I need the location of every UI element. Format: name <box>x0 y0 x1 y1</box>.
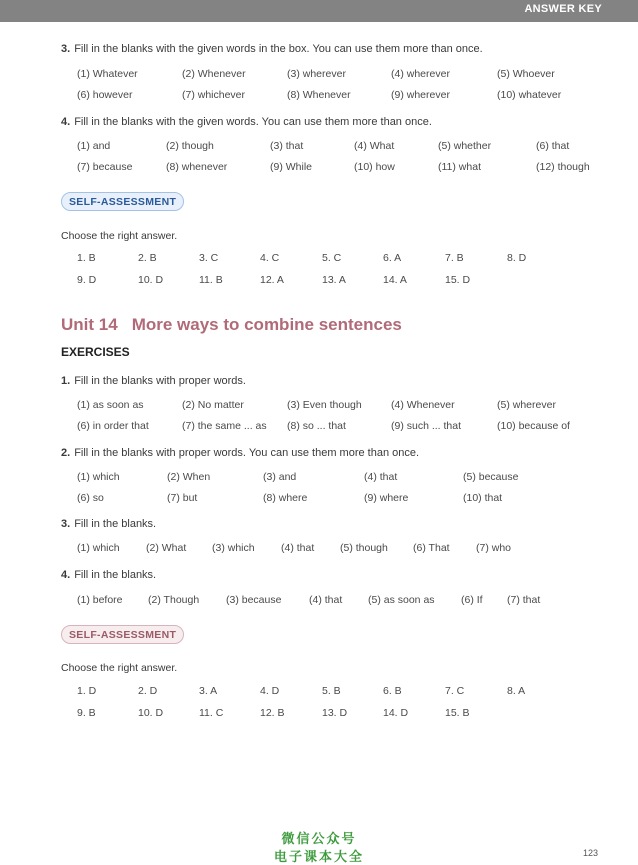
answer-item: (2) Though <box>148 594 200 606</box>
answer-item: (12) though <box>536 161 590 173</box>
answer-item: (8) whenever <box>166 161 228 173</box>
instruction-text: Choose the right answer. <box>61 230 178 242</box>
question-3 <box>61 518 156 530</box>
answer-item: 11. B <box>199 274 223 286</box>
answer-item: (1) before <box>77 594 123 606</box>
answer-item: (8) Whenever <box>287 89 351 101</box>
answer-item: (6) in order that <box>77 420 149 432</box>
answer-item: 15. B <box>445 707 470 719</box>
answer-item: 1. D <box>77 685 97 697</box>
answer-item: 9. D <box>77 274 97 286</box>
answer-item: 10. D <box>138 707 164 719</box>
answer-item: (9) While <box>270 161 313 173</box>
answer-item: (3) Even though <box>287 399 362 411</box>
answer-item: (4) Whenever <box>391 399 455 411</box>
question-text: Fill in the blanks. <box>74 518 157 530</box>
answer-item: 4. C <box>260 252 280 264</box>
answer-item: (4) wherever <box>391 68 450 80</box>
answer-item: (10) how <box>354 161 395 173</box>
header-bar <box>0 0 638 22</box>
answer-item: (7) because <box>77 161 133 173</box>
answer-item: (2) Whenever <box>182 68 246 80</box>
answer-item: 7. B <box>445 252 464 264</box>
question-number: 4. <box>61 116 71 128</box>
answer-item: (7) the same ... as <box>182 420 267 432</box>
self-assessment-badge: SELF-ASSESSMENT <box>61 192 184 211</box>
answer-item: (1) which <box>77 471 120 483</box>
answer-item: 14. A <box>383 274 407 286</box>
answer-item: 13. D <box>322 707 348 719</box>
answer-item: (8) where <box>263 492 308 504</box>
answer-item: (6) That <box>413 542 450 554</box>
answer-item: 8. A <box>507 685 526 697</box>
answer-item: 2. B <box>138 252 157 264</box>
answer-item: (9) where <box>364 492 409 504</box>
answer-item: (7) who <box>476 542 512 554</box>
exercises-heading: EXERCISES <box>61 345 130 359</box>
instruction-text: Choose the right answer. <box>61 662 178 674</box>
question-3 <box>61 43 483 55</box>
unit-heading <box>61 315 402 335</box>
answer-item: (1) which <box>77 542 120 554</box>
answer-item: 10. D <box>138 274 164 286</box>
answer-item: (3) and <box>263 471 297 483</box>
answer-item: 12. A <box>260 274 284 286</box>
answer-item: (7) that <box>507 594 541 606</box>
answer-item: (4) that <box>281 542 315 554</box>
answer-item: (1) and <box>77 140 111 152</box>
answer-item: (5) Whoever <box>497 68 555 80</box>
answer-item: 13. A <box>322 274 346 286</box>
question-text: Fill in the blanks with the given words. You can use them more than once. <box>74 116 432 128</box>
watermark-line1: 微信公众号 <box>281 832 357 847</box>
answer-item: (9) such ... that <box>391 420 462 432</box>
question-4 <box>61 116 432 128</box>
answer-item: (3) wherever <box>287 68 346 80</box>
answer-item: (6) however <box>77 89 133 101</box>
answer-item: (8) so ... that <box>287 420 346 432</box>
answer-item: (1) as soon as <box>77 399 144 411</box>
answer-item: 3. A <box>199 685 218 697</box>
unit-number: Unit 14 <box>61 315 118 334</box>
answer-item: 1. B <box>77 252 96 264</box>
question-number: 3. <box>61 518 71 530</box>
answer-item: 14. D <box>383 707 409 719</box>
page-number: 123 <box>583 848 599 858</box>
header-title: ANSWER KEY <box>524 3 602 15</box>
answer-item: (6) If <box>461 594 483 606</box>
question-text: Fill in the blanks with proper words. You can use them more than once. <box>74 447 420 459</box>
answer-item: 12. B <box>260 707 285 719</box>
question-4 <box>61 569 156 581</box>
answer-item: (2) What <box>146 542 187 554</box>
answer-item: (3) which <box>212 542 255 554</box>
answer-item: (10) whatever <box>497 89 562 101</box>
answer-item: (5) though <box>340 542 388 554</box>
question-2 <box>61 447 419 459</box>
answer-item: 6. B <box>383 685 402 697</box>
question-number: 1. <box>61 375 71 387</box>
answer-item: 6. A <box>383 252 402 264</box>
unit-title: More ways to combine sentences <box>131 315 402 334</box>
question-number: 4. <box>61 569 71 581</box>
answer-item: (2) No matter <box>182 399 244 411</box>
answer-item: (7) but <box>167 492 198 504</box>
watermark-line2: 电子课本大全 <box>273 850 364 865</box>
answer-item: 9. B <box>77 707 96 719</box>
answer-item: 11. C <box>199 707 224 719</box>
question-number: 2. <box>61 447 71 459</box>
question-text: Fill in the blanks with the given words in the box. You can use them more than once. <box>74 43 483 55</box>
answer-item: 15. D <box>445 274 471 286</box>
self-assessment-badge: SELF-ASSESSMENT <box>61 625 184 644</box>
answer-item: 2. D <box>138 685 158 697</box>
answer-item: (5) whether <box>438 140 492 152</box>
answer-item: (7) whichever <box>182 89 246 101</box>
answer-item: 8. D <box>507 252 527 264</box>
answer-item: 5. C <box>322 252 342 264</box>
answer-item: (6) so <box>77 492 104 504</box>
answer-item: (2) When <box>167 471 211 483</box>
answer-item: (4) that <box>309 594 343 606</box>
answer-item: (2) though <box>166 140 214 152</box>
question-1 <box>61 375 246 387</box>
answer-item: (5) because <box>463 471 519 483</box>
answer-item: (1) Whatever <box>77 68 138 80</box>
answer-item: (9) wherever <box>391 89 450 101</box>
answer-item: (10) because of <box>497 420 570 432</box>
answer-item: 7. C <box>445 685 465 697</box>
answer-item: (4) that <box>364 471 398 483</box>
answer-item: (4) What <box>354 140 395 152</box>
answer-item: 5. B <box>322 685 341 697</box>
answer-item: 3. C <box>199 252 219 264</box>
answer-item: (5) as soon as <box>368 594 435 606</box>
answer-item: (3) because <box>226 594 282 606</box>
answer-item: 4. D <box>260 685 280 697</box>
answer-item: (3) that <box>270 140 304 152</box>
answer-item: (6) that <box>536 140 570 152</box>
question-text: Fill in the blanks with proper words. <box>74 375 246 387</box>
question-text: Fill in the blanks. <box>74 569 157 581</box>
answer-item: (10) that <box>463 492 503 504</box>
answer-item: (5) wherever <box>497 399 556 411</box>
question-number: 3. <box>61 43 71 55</box>
answer-item: (11) what <box>438 161 481 173</box>
